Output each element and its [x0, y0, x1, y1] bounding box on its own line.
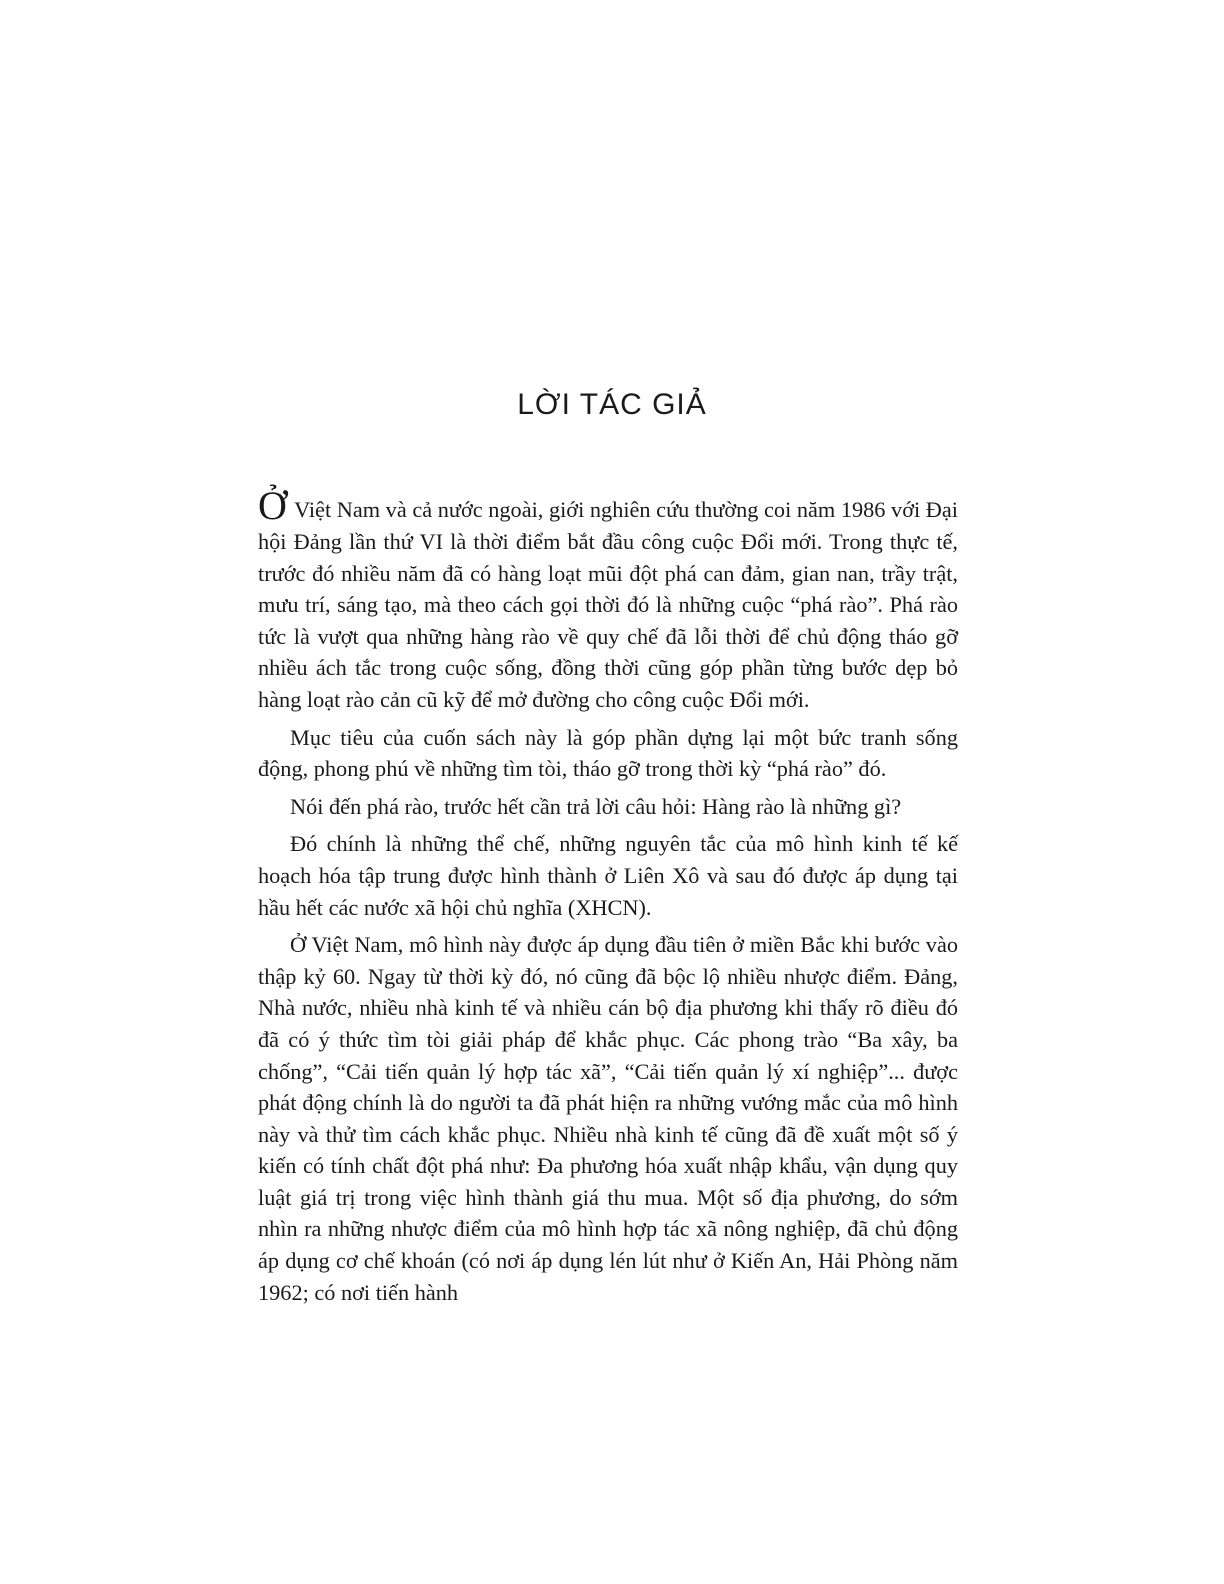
page-title: LỜI TÁC GIẢ — [517, 388, 707, 421]
paragraph-4: Đó chính là những thể chế, những nguyên tắc của mô hình kinh tế kế hoạch hóa tập trung được hình thành ở Liên Xô và sau đó được áp dụng tại hầu hết các nước xã hội chủ nghĩa (XHCN). — [258, 831, 958, 920]
paragraph-5: Ở Việt Nam, mô hình này được áp dụng đầu tiên ở miền Bắc khi bước vào thập kỷ 60. Ngay từ thời kỳ đó, nó cũng đã bộc lộ nhiều nhược điểm. Đảng, Nhà nước, nhiều nhà kinh tế và nhiều cán bộ địa phương khi thấy rõ điều đó đã có ý thức tìm tòi giải pháp để khắc phục. Các phong trào “Ba xây, ba chống”, “Cải tiến quản lý hợp tác xã”, “Cải tiến quản lý xí nghiệp”... được phát động chính là do người ta đã phát hiện ra những vướng mắc của mô hình này và thử tìm cách khắc phục. Nhiều nhà kinh tế cũng đã đề xuất một số ý kiến có tính chất đột phá như: Đa phương hóa xuất nhập khẩu, vận dụng quy luật giá trị trong việc hình thành giá thu mua. Một số địa phương, do sớm nhìn ra những nhược điểm của mô hình hợp tác xã nông nghiệp, đã chủ động áp dụng cơ chế khoán (có nơi áp dụng lén lút như ở Kiến An, Hải Phòng năm 1962; có nơi tiến hành — [258, 932, 958, 1305]
paragraph-1 — [258, 483, 958, 716]
paragraph-2: Mục tiêu của cuốn sách này là góp phần dựng lại một bức tranh sống động, phong phú về những tìm tòi, tháo gỡ trong thời kỳ “phá rào” đó. — [258, 724, 958, 782]
paragraph-1-text: Việt Nam và cả nước ngoài, giới nghiên cứu thường coi năm 1986 với Đại hội Đảng lần thứ VI là thời điểm bắt đầu công cuộc Đổi mới. Trong thực tế, trước đó nhiều năm đã có hàng loạt mũi đột phá can đảm, gian nan, trầy trật, mưu trí, sáng tạo, mà theo cách gọi thời đó là những cuộc “phá rào”. Phá rào tức là vượt qua những hàng rào về quy chế đã lỗi thời để chủ động tháo gỡ nhiều ách tắc trong cuộc sống, đồng thời cũng góp phần từng bước dẹp bỏ hàng loạt rào cản cũ kỹ để mở đường cho công cuộc Đổi mới. — [258, 497, 958, 712]
drop-cap: Ở — [258, 483, 287, 528]
paragraph-3: Nói đến phá rào, trước hết cần trả lời câu hỏi: Hàng rào là những gì? — [290, 793, 902, 819]
body-text — [258, 483, 958, 1314]
